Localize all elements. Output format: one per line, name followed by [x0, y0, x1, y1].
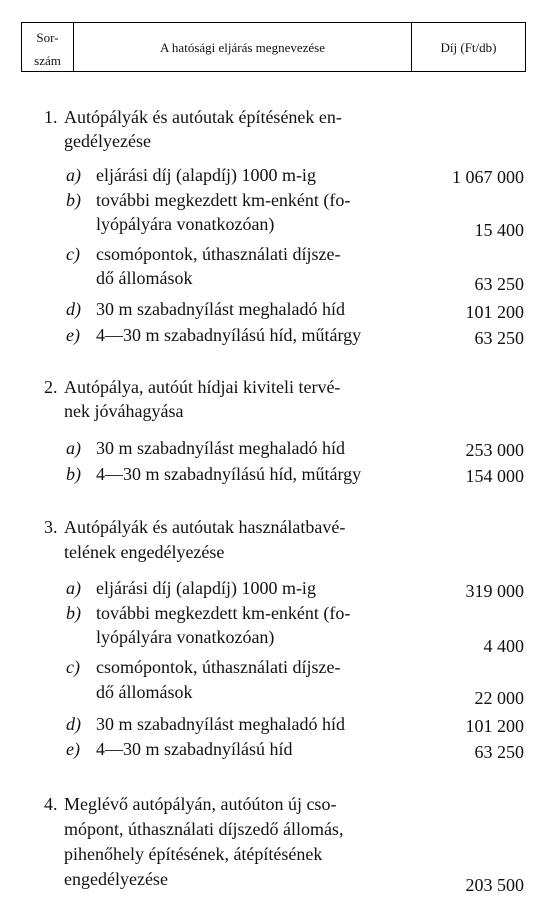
header-col-fee-label: Díj (Ft/db) — [440, 40, 497, 55]
section-number: 2. — [44, 377, 58, 397]
item-letter: b) — [66, 603, 81, 623]
item-fee: 1 067 000 — [452, 167, 524, 187]
item-letter: a) — [66, 165, 81, 185]
item-letter: a) — [66, 578, 81, 598]
item-fee: 22 000 — [474, 688, 524, 708]
item-text: 4—30 m szabadnyílású híd, műtárgy — [96, 464, 362, 484]
item-fee: 101 200 — [465, 716, 524, 736]
item-letter: c) — [66, 657, 80, 677]
item-text: 30 m szabadnyílást meghaladó híd — [96, 299, 345, 319]
section-number: 1. — [44, 107, 58, 127]
header-col-number-line2: szám — [34, 53, 61, 68]
header-col-name — [74, 23, 411, 71]
section-number: 3. — [44, 517, 58, 537]
section-fee: 203 500 — [465, 875, 524, 895]
header-col-number — [22, 23, 74, 71]
item-fee: 63 250 — [474, 274, 524, 294]
item-letter: b) — [66, 190, 81, 210]
item-text: csomópontok, úthasználati díjsze- — [96, 244, 341, 264]
item-fee: 15 400 — [474, 220, 524, 240]
section-title-line: pihenőhely építésének, átépítésének — [64, 844, 323, 864]
item-text: eljárási díj (alapdíj) 1000 m-ig — [96, 165, 316, 185]
item-letter: b) — [66, 464, 81, 484]
section-title-line: Autópálya, autóút hídjai kiviteli tervé- — [64, 377, 341, 397]
item-letter: d) — [66, 299, 81, 319]
section-title-line: Autópályák és autóutak használatbavé- — [64, 517, 346, 537]
item-letter: e) — [66, 739, 80, 759]
section-title-line: nek jóváhagyása — [64, 401, 184, 421]
item-text: további megkezdett km-enként (fo- — [96, 190, 351, 210]
section-title-line: mópont, úthasználati díjszedő állomás, — [64, 819, 344, 839]
item-letter: e) — [66, 325, 80, 345]
item-fee: 253 000 — [465, 440, 524, 460]
item-text: dő állomások — [96, 682, 193, 702]
item-fee: 63 250 — [474, 742, 524, 762]
item-fee: 154 000 — [465, 466, 524, 486]
item-text: lyópályára vonatkozóan) — [96, 627, 275, 647]
item-text: 30 m szabadnyílást meghaladó híd — [96, 438, 345, 458]
header-col-name-label: A hatósági eljárás megnevezése — [160, 40, 325, 55]
section-title-line: telének engedélyezése — [64, 542, 225, 562]
item-text: 4—30 m szabadnyílású híd — [96, 739, 293, 759]
header-col-number-line1: Sor- — [36, 30, 59, 45]
item-text: további megkezdett km-enként (fo- — [96, 603, 351, 623]
item-text: 4—30 m szabadnyílású híd, műtárgy — [96, 325, 362, 345]
section-title-line: Autópályák és autóutak építésének en- — [64, 107, 342, 127]
item-fee: 101 200 — [465, 302, 524, 322]
item-text: dő állomások — [96, 268, 193, 288]
item-text: lyópályára vonatkozóan) — [96, 214, 275, 234]
section-title-line: gedélyezése — [64, 131, 151, 151]
section-title-line: Meglévő autópályán, autóúton új cso- — [64, 794, 337, 814]
item-text: csomópontok, úthasználati díjsze- — [96, 657, 341, 677]
item-text: eljárási díj (alapdíj) 1000 m-ig — [96, 578, 316, 598]
item-letter: a) — [66, 438, 81, 458]
item-letter: c) — [66, 244, 80, 264]
item-fee: 63 250 — [474, 328, 524, 348]
item-fee: 4 400 — [483, 636, 524, 656]
table-header — [21, 22, 526, 72]
header-col-fee — [411, 23, 525, 71]
section-number: 4. — [44, 794, 58, 814]
item-fee: 319 000 — [465, 581, 524, 601]
item-text: 30 m szabadnyílást meghaladó híd — [96, 714, 345, 734]
section-title-line: engedélyezése — [64, 869, 168, 889]
item-letter: d) — [66, 714, 81, 734]
